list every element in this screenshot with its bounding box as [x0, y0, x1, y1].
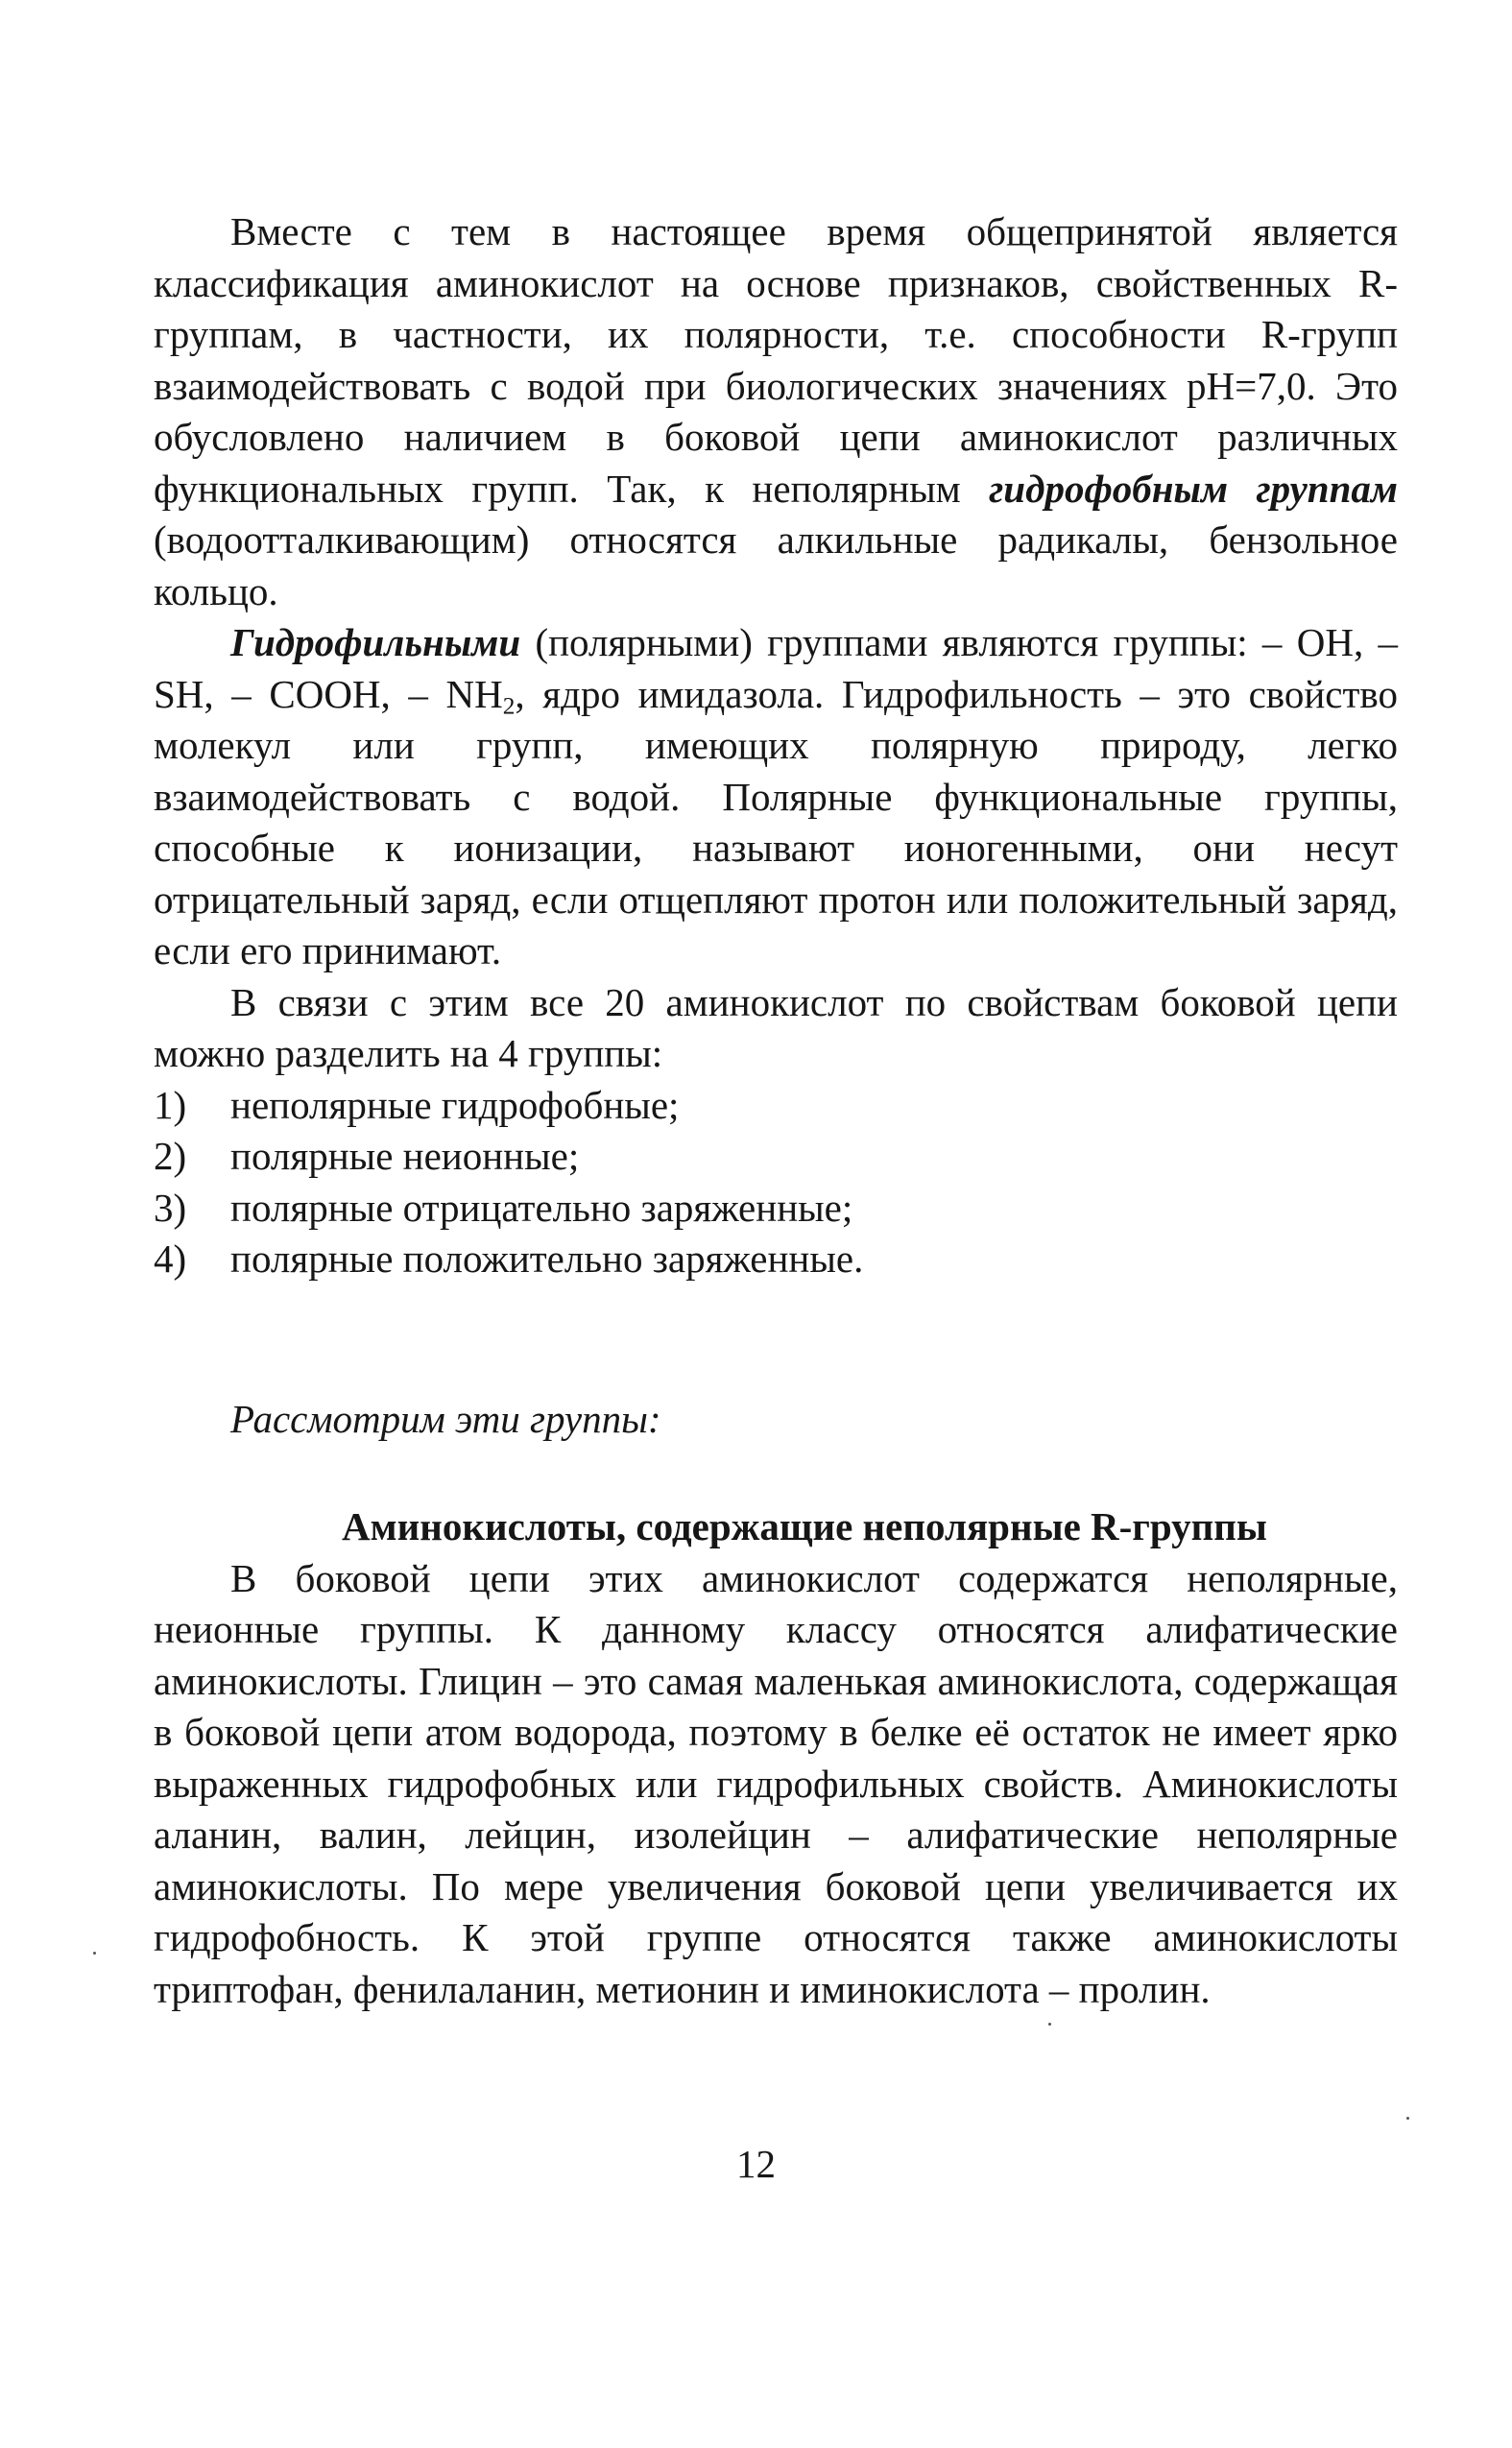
paragraph-text: (водоотталкивающим) относятся алкильные радикалы, бензольное кольцо. — [154, 517, 1398, 613]
list-text: полярные неионные; — [230, 1134, 580, 1178]
paragraph-text: , ядро имидазола. Гидрофильность – это свойство молекул или групп, имеющих полярную природу, легко взаимодействовать с водой. Полярные функциональные группы, способные к ионизации, называют ионогенными, они несут отрицательный заряд, если отщепляют протон или положительный заряд, если его принимают. — [154, 671, 1398, 972]
list-item — [154, 1080, 1398, 1132]
italic-lead-in: Рассмотрим эти группы: — [230, 1396, 661, 1441]
emphasis-hydrophobic: гидрофобным группам — [989, 466, 1398, 511]
scan-speck — [1048, 2023, 1051, 2026]
list-item — [154, 1131, 1398, 1183]
scan-speck — [93, 1952, 96, 1955]
paragraph-nonpolar: В боковой цепи этих аминокислот содержатся неполярные, неионные группы. К данному классу относятся алифатические аминокислоты. Глицин – это самая маленькая аминокислота, содержащая в боковой цепи атом водорода, поэтому в белке её остаток не имеет ярко выраженных гидрофобных или гидрофильных свойств. Аминокислоты аланин, валин, лейцин, изолейцин – алифатические неполярные аминокислоты. По мере увеличения боковой цепи увеличивается их гидрофобность. К этой группе относятся также аминокислоты триптофан, фенилаланин, метионин и иминокислота – пролин. — [154, 1555, 1398, 2011]
groups-list — [154, 1080, 1398, 1285]
paragraph-hydrophilic — [154, 617, 1398, 977]
list-number: 2) — [154, 1134, 187, 1178]
list-number: 4) — [154, 1236, 187, 1281]
list-text: полярные положительно заряженные. — [230, 1236, 864, 1281]
subscript: 2 — [502, 691, 516, 719]
list-text: неполярные гидрофобные; — [230, 1082, 680, 1127]
page-number: 12 — [736, 2142, 776, 2186]
scan-speck — [1406, 2117, 1409, 2120]
list-number: 3) — [154, 1185, 187, 1230]
paragraph-text: Вместе с тем в настоящее время общепринятой является классификация аминокислот на основе признаков, свойственных R-группам, в частности, их полярности, т.е. способности R-групп взаимодействовать с водой при биологических значениях pH=7,0. Это обусловлено наличием в боковой цепи аминокислот различных функциональных групп. Так, к неполярным — [154, 209, 1398, 511]
list-item — [154, 1183, 1398, 1235]
emphasis-hydrophilic: Гидрофильными — [230, 620, 521, 664]
section-heading: Аминокислоты, содержащие неполярные R-группы — [342, 1504, 1267, 1548]
page-body — [154, 206, 1398, 2015]
paragraph-classification — [154, 206, 1398, 617]
list-text: полярные отрицательно заряженные; — [230, 1185, 853, 1230]
paragraph-groups-intro: В связи с этим все 20 аминокислот по свойствам боковой цепи можно разделить на 4 группы: — [154, 979, 1398, 1075]
list-item — [154, 1234, 1398, 1285]
paragraph-text: (полярными) группами являются группы: – OH, – SH, – COOH, – NH — [154, 620, 1398, 716]
list-number: 1) — [154, 1082, 187, 1127]
